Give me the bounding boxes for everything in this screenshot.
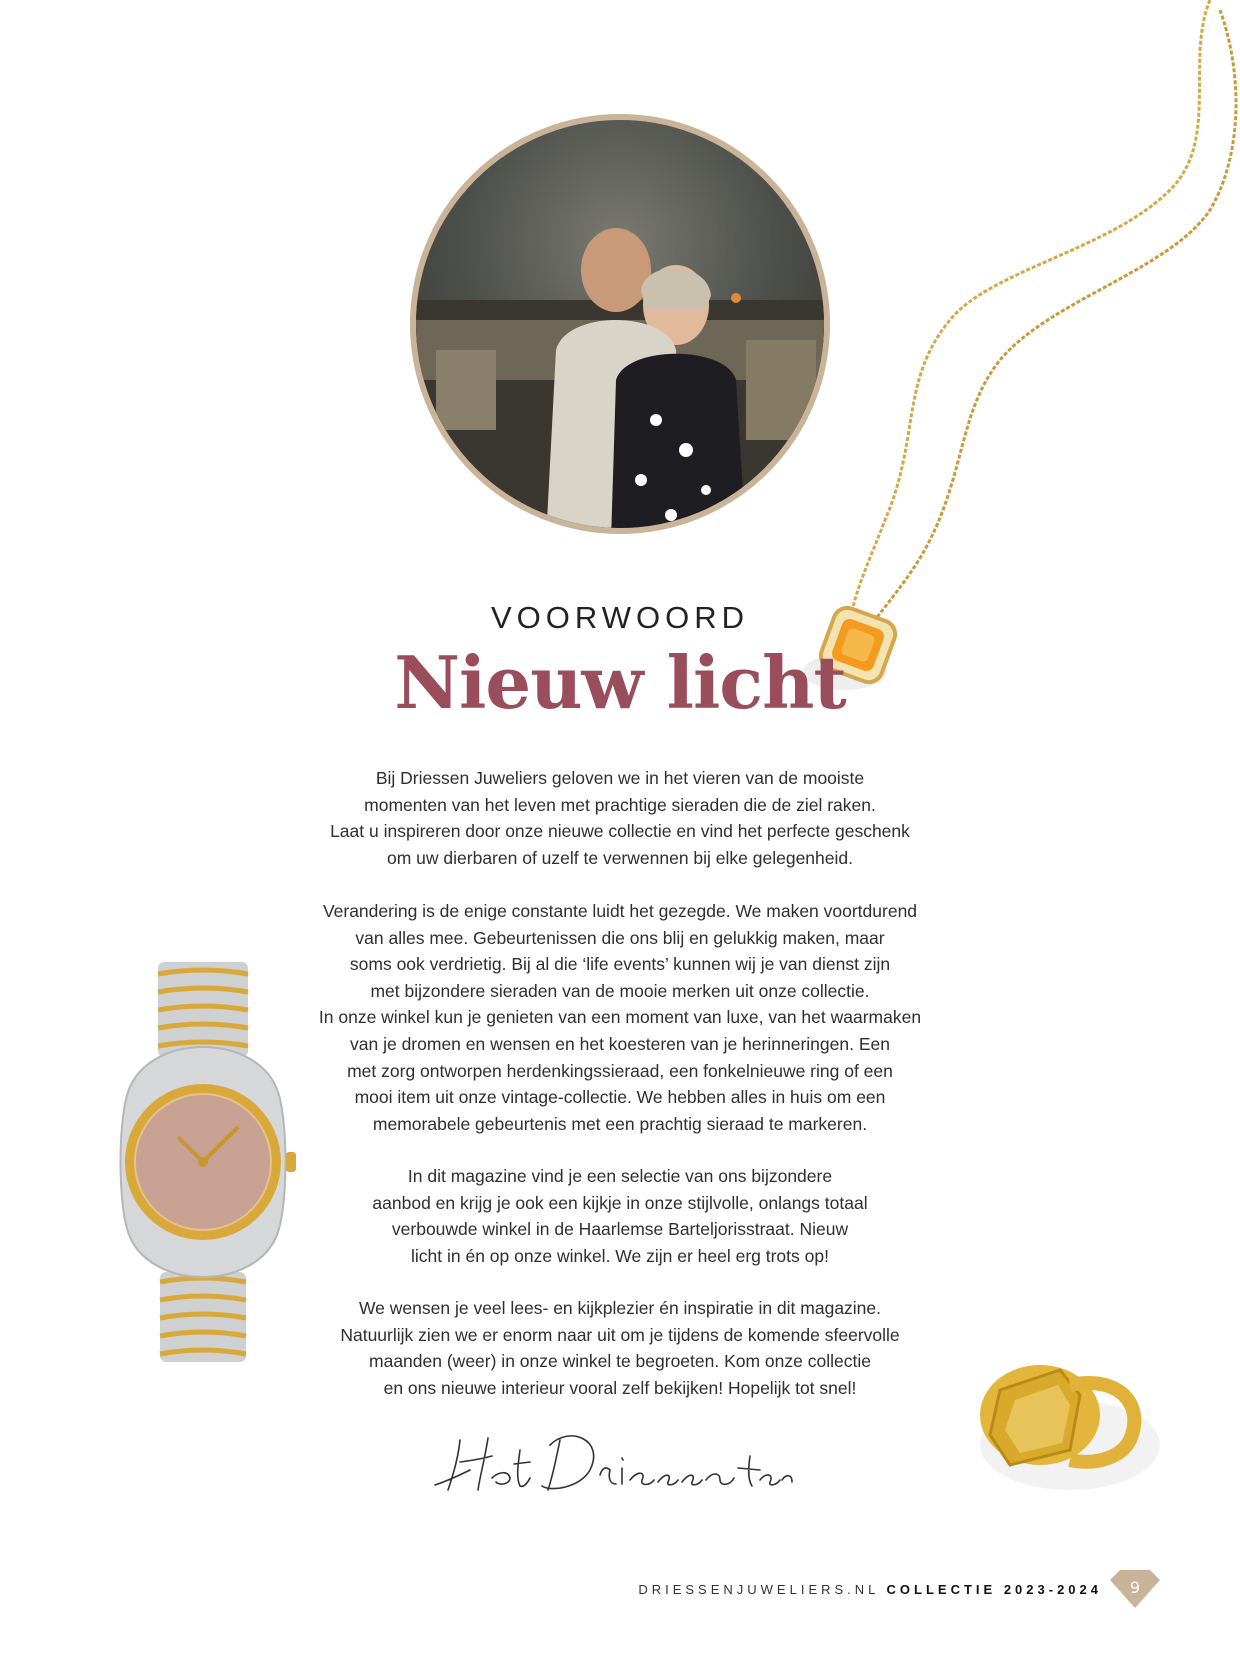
- text-line: met bijzondere sieraden van de mooie merken uit onze collectie.: [370, 980, 870, 1001]
- footer-website: DRIESSENJUWELIERS.NL: [638, 1582, 879, 1597]
- text-line: van je dromen en wensen en het koesteren van je herinneringen. Een: [350, 1033, 890, 1054]
- section-kicker: VOORWOORD: [491, 600, 749, 635]
- text-line: Laat u inspireren door onze nieuwe collectie en vind het perfecte geschenk: [330, 821, 910, 842]
- body-paragraph-magazine: [270, 1163, 970, 1269]
- text-line: soms ook verdrietig. Bij al die ‘life events’ kunnen wij je van dienst zijn: [349, 954, 891, 975]
- text-line: verbouwde winkel in de Haarlemse Barteljorisstraat. Nieuw: [391, 1219, 849, 1240]
- text-line: Bij Driessen Juweliers geloven we in het vieren van de mooiste: [375, 768, 865, 788]
- signet-ring-image: [970, 1355, 1170, 1505]
- text-line: Verandering is de enige constante luidt het gezegde. We maken voortdurend: [322, 901, 918, 921]
- text-line: licht in én op onze winkel. We zijn er heel erg trots op!: [411, 1245, 829, 1266]
- photo-scene: [416, 120, 830, 534]
- text-line: aanbod en krijg je ook een kijkje in onze stijlvolle, onlangs totaal: [372, 1192, 868, 1213]
- text-line: In dit magazine vind je een selectie van ons bijzondere: [407, 1166, 833, 1186]
- handwritten-signature: [430, 1420, 800, 1500]
- text-line: mooi item uit onze vintage-collectie. We hebben alles in huis om een: [354, 1087, 886, 1108]
- body-paragraph-closing: [270, 1295, 970, 1401]
- text-line: en ons nieuwe interieur vooral zelf bekijken! Hopelijk tot snel!: [383, 1377, 857, 1398]
- text-line: We wensen je veel lees- en kijkplezier én inspiratie in dit magazine.: [358, 1298, 882, 1318]
- couple-photo: [410, 114, 830, 534]
- page-number: 9: [1129, 1578, 1141, 1597]
- watch-image: [108, 962, 318, 1362]
- text-line: memorabele gebeurtenis met een prachtig sieraad te markeren.: [372, 1113, 868, 1134]
- text-line: momenten van het leven met prachtige sieraden die de ziel raken.: [364, 794, 876, 815]
- text-line: met zorg ontworpen herdenkingssieraad, een fonkelnieuwe ring of een: [347, 1060, 893, 1081]
- page-title: Nieuw licht: [394, 640, 846, 725]
- text-line: om uw dierbaren of uzelf te verwennen bij elke gelegenheid.: [387, 847, 853, 868]
- footer-credits: [638, 1582, 1102, 1597]
- text-line: maanden (weer) in onze winkel te begroeten. Kom onze collectie: [369, 1351, 871, 1372]
- text-line: Natuurlijk zien we er enorm naar uit om je tijdens de komende sfeervolle: [340, 1324, 900, 1345]
- body-paragraph-change: [270, 898, 970, 1137]
- text-line: van alles mee. Gebeurtenissen die ons blij en gelukkig maken, maar: [355, 927, 885, 948]
- footer-collection: COLLECTIE 2023-2024: [886, 1582, 1102, 1597]
- intro-paragraph: [270, 765, 970, 871]
- text-line: In onze winkel kun je genieten van een moment van luxe, van het waarmaken: [318, 1007, 922, 1028]
